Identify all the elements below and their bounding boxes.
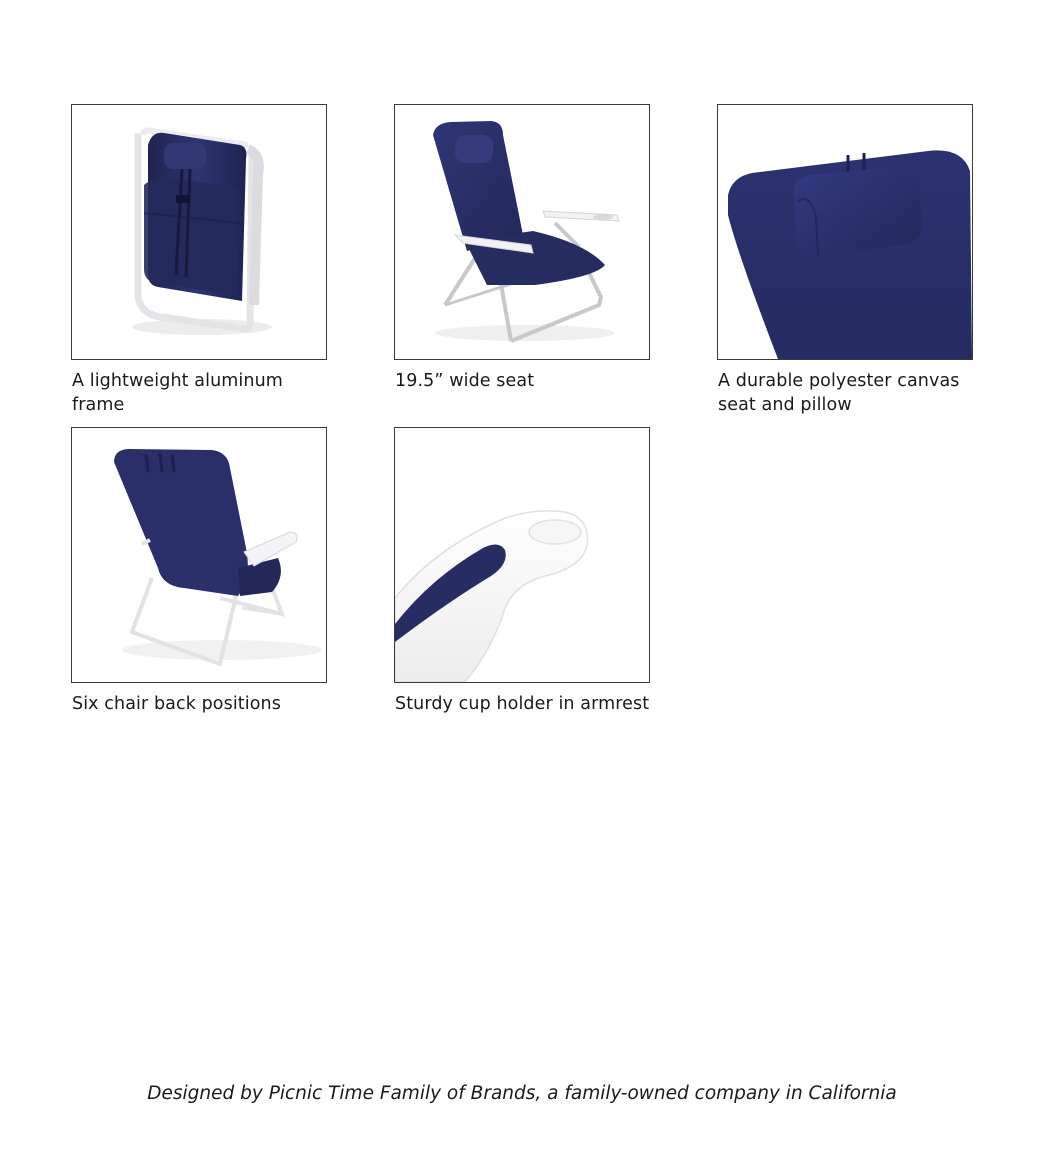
feature-image-headrest bbox=[717, 104, 973, 360]
feature-caption: A lightweight aluminum frame bbox=[72, 371, 283, 415]
feature-image-cup-holder bbox=[394, 427, 650, 683]
chair-back-view-image bbox=[72, 428, 326, 682]
feature-caption: Six chair back positions bbox=[72, 694, 281, 714]
feature-caption: 19.5” wide seat bbox=[395, 371, 535, 391]
feature-image-chair-side bbox=[394, 104, 650, 360]
feature-caption: Sturdy cup holder in armrest bbox=[395, 694, 650, 714]
feature-caption: A durable polyester canvas seat and pillow bbox=[718, 371, 960, 415]
chair-side-view-image bbox=[395, 105, 649, 359]
feature-image-folded-chair bbox=[71, 104, 327, 360]
feature-image-chair-back bbox=[71, 427, 327, 683]
headrest-pillow-image bbox=[718, 105, 972, 359]
folded-chair-image bbox=[72, 105, 326, 359]
footer-credit: Designed by Picnic Time Family of Brands, a family-owned company in California bbox=[147, 1083, 897, 1104]
armrest-cup-holder-image bbox=[395, 428, 649, 682]
